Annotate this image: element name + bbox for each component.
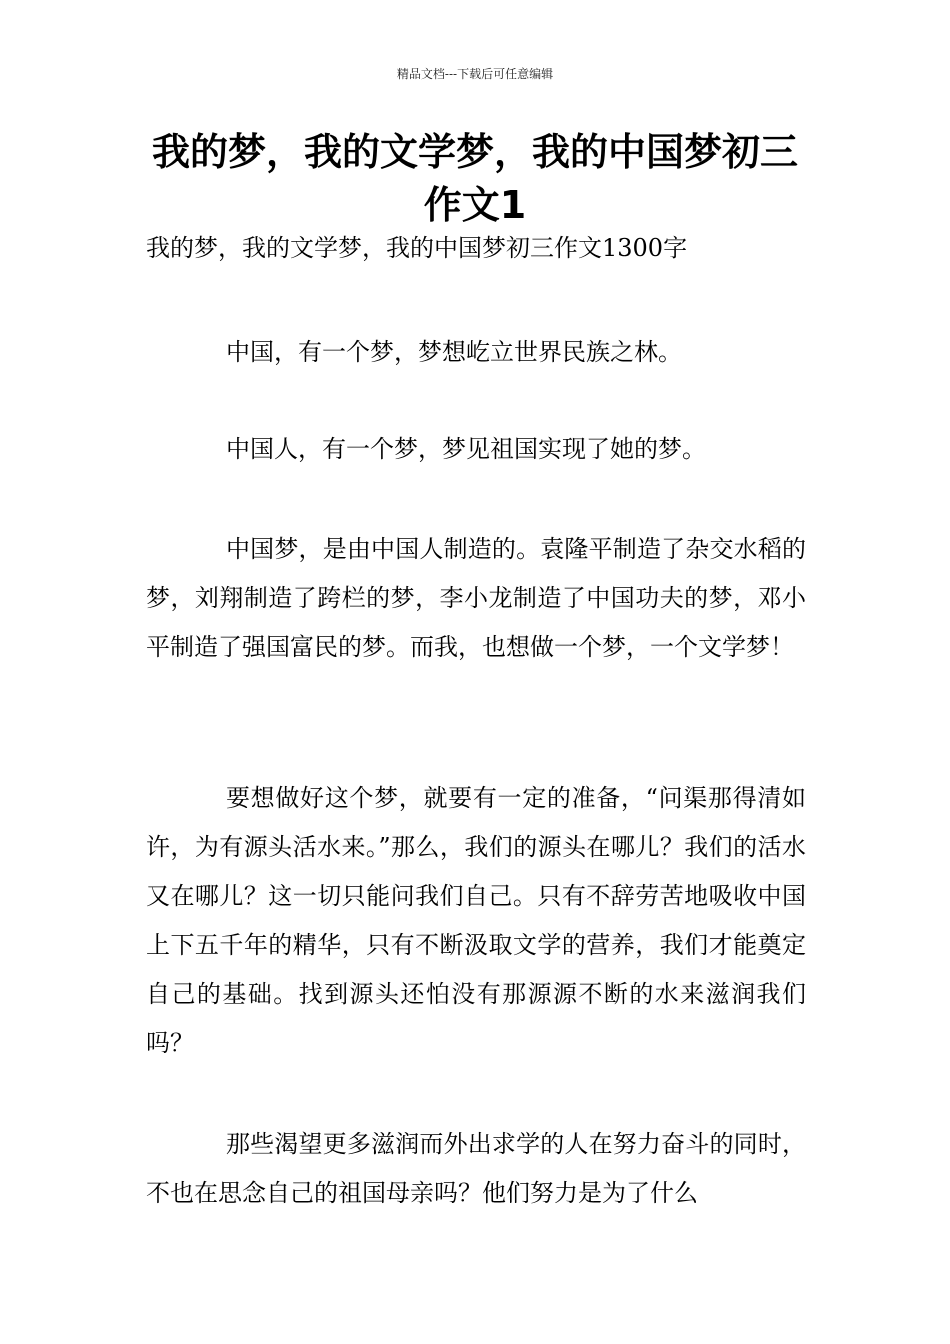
paragraph: 中国梦，是由中国人制造的。袁隆平制造了杂交水稻的梦，刘翔制造了跨栏的梦，李小龙制造了中国功夫的梦，邓小平制造了强国富民的梦。而我，也想做一个梦，一个文学梦！ <box>146 535 806 661</box>
paragraph: 中国人，有一个梦，梦见祖国实现了她的梦。 <box>226 435 706 463</box>
paragraph: 要想做好这个梦，就要有一定的准备，“问渠那得清如许，为有源头活水来。”那么，我们的源头在哪儿？我们的活水又在哪儿？这一切只能问我们自己。只有不辞劳苦地吸收中国上下五千年的精华，只有不断汲取文学的营养，我们才能奠定自己的基础。找到源头还怕没有那源源不断的水来滋润我们吗？ <box>146 784 806 1057</box>
document-title: 我的梦，我的文学梦，我的中国梦初三作文1 <box>151 130 798 227</box>
header-note: 精品文档---下载后可任意编辑 <box>396 67 554 81</box>
document-subtitle: 我的梦，我的文学梦，我的中国梦初三作文1300字 <box>146 234 688 262</box>
paragraph: 那些渴望更多滋润而外出求学的人在努力奋斗的同时，不也在思念自己的祖国母亲吗？他们努力是为了什么 <box>146 1130 806 1207</box>
paragraph: 中国，有一个梦，梦想屹立世界民族之林。 <box>226 338 682 366</box>
